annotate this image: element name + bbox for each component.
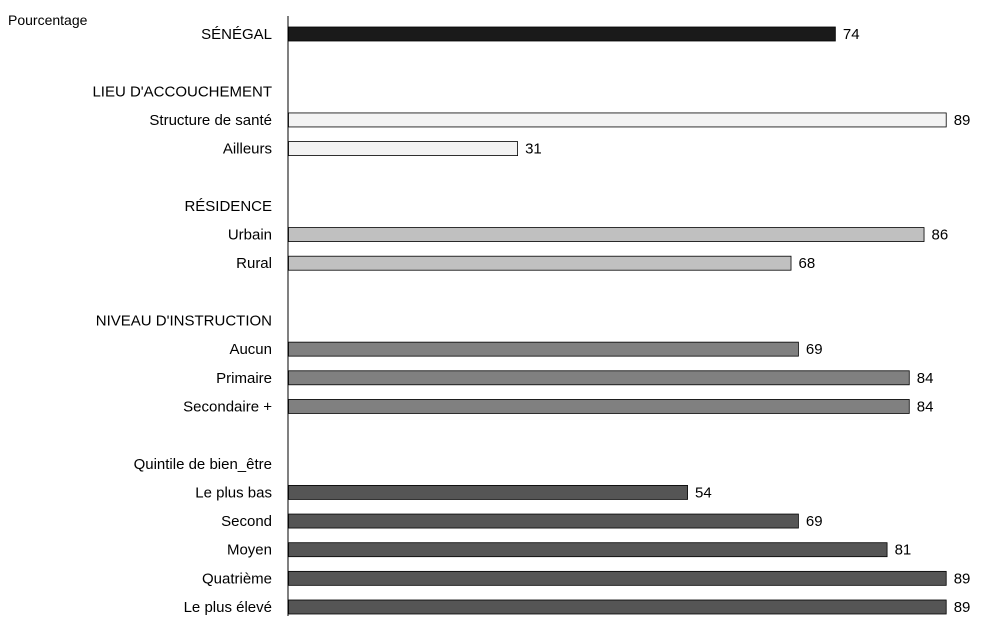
category-label: Urbain (227, 226, 272, 244)
category-label: Le plus bas (195, 484, 272, 502)
bar (289, 113, 947, 127)
category-label: SÉNÉGAL (201, 26, 272, 43)
category-label: Primaire (216, 369, 272, 387)
category-label: Second (221, 513, 272, 531)
data-label: 86 (931, 226, 949, 244)
data-label: 31 (525, 140, 542, 158)
y-axis-title: Pourcentage (8, 12, 88, 28)
group-header-label: LIEU D'ACCOUCHEMENT (92, 83, 272, 101)
group-header-label: NIVEAU D'INSTRUCTION (95, 312, 272, 330)
data-label: 69 (805, 341, 823, 359)
bar (289, 399, 910, 413)
category-label: Moyen (226, 541, 272, 559)
category-label: Secondaire + (183, 398, 272, 416)
category-label: Ailleurs (222, 140, 272, 158)
data-label: 74 (842, 26, 860, 43)
bar (289, 228, 925, 242)
group-header-label: Quintile de bien_être (133, 455, 272, 473)
bar (289, 371, 910, 385)
bar (289, 142, 518, 156)
category-label: Aucun (229, 341, 272, 359)
category-label: Structure de santé (149, 111, 272, 129)
bar (289, 256, 792, 270)
category-label: Le plus élevé (183, 599, 272, 616)
bar (289, 543, 888, 557)
bar (289, 571, 947, 585)
data-label: 89 (953, 111, 971, 129)
data-label: 54 (695, 484, 712, 502)
data-label: 89 (953, 599, 971, 616)
category-label: Rural (236, 255, 272, 273)
bar (289, 342, 799, 356)
bar (289, 27, 836, 41)
bar (289, 600, 947, 614)
data-label: 89 (953, 570, 971, 588)
data-label: 81 (894, 541, 912, 559)
data-label: 68 (798, 255, 816, 273)
data-label: 84 (916, 398, 934, 416)
data-label: 84 (916, 369, 934, 387)
group-header-label: RÉSIDENCE (184, 197, 272, 215)
data-label: 69 (805, 513, 823, 531)
bar (289, 485, 688, 499)
category-label: Quatrième (201, 570, 272, 588)
bar (289, 514, 799, 528)
